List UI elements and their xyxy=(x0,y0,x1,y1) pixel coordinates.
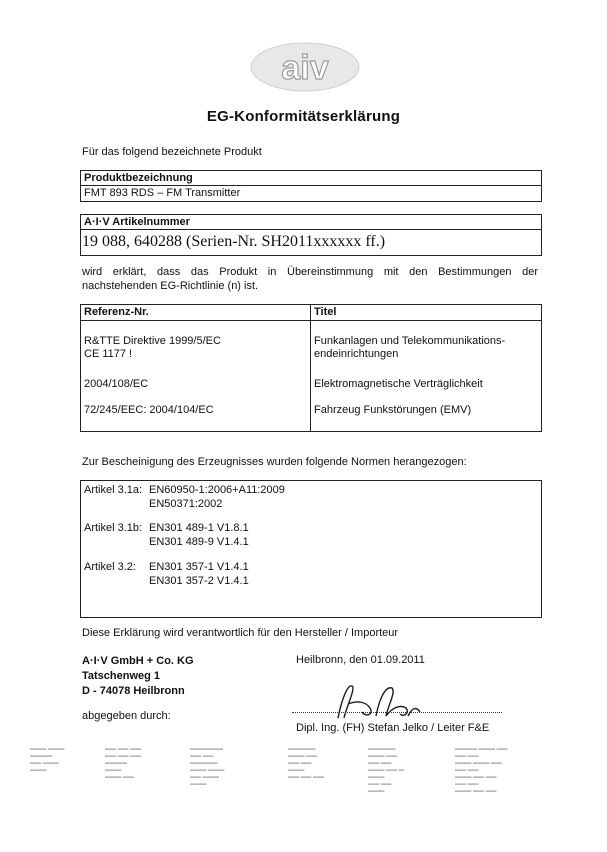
standard: EN50371:2002 xyxy=(149,498,223,510)
product-header: Produktbezeichnung xyxy=(81,171,541,186)
ref-cell: 2004/108/EC xyxy=(84,378,149,390)
footer-column: ▬▬▬ ▬▬▬ ▬▬▬▬ ▬▬ ▬▬▬ ▬▬▬ xyxy=(30,746,65,773)
standard: EN301 357-2 V1.4.1 xyxy=(149,575,249,587)
title-cell: Fahrzeug Funkstörungen (EMV) xyxy=(314,404,472,416)
title-cell: Funkanlagen und Telekommunikations- endeinrichtungen xyxy=(314,335,506,360)
standard: EN301 489-1 V1.8.1 xyxy=(149,522,249,534)
article-value: 19 088, 640288 (Serien-Nr. SH2011xxxxxx ff.) xyxy=(82,233,386,250)
place-date: Heilbronn, den 01.09.2011 xyxy=(296,654,425,666)
company-street: Tatschenweg 1 xyxy=(82,670,161,682)
standard: EN60950-1:2006+A11:2009 xyxy=(149,484,285,496)
product-box xyxy=(80,170,542,202)
product-value: FMT 893 RDS – FM Transmitter xyxy=(84,187,241,199)
signer-name: Dipl. Ing. (FH) Stefan Jelko / Leiter F&E xyxy=(296,722,490,734)
signature-image xyxy=(296,678,446,726)
page-title: EG-Konformitätserklärung xyxy=(206,108,401,125)
reference-table xyxy=(80,304,542,432)
footer-column: ▬▬▬▬▬ ▬▬▬ ▬▬ ▬▬ ▬▬ ▬▬▬ ▬▬ ▬ ▬▬▬ ▬▬ ▬▬ ▬▬▬ xyxy=(368,746,405,794)
declaration-text: wird erklärt, dass das Produkt in Übereinstimmung mit den Bestimmungen der nachstehenden EG-Richtlinie (n) ist. xyxy=(82,266,538,292)
standards-box xyxy=(80,480,542,618)
ref-cell: R&TTE Direktive 1999/5/EC CE 1177 ! xyxy=(84,335,221,360)
company-city: D - 74078 Heilbronn xyxy=(82,685,185,697)
company-name: A·I·V GmbH + Co. KG xyxy=(82,655,194,667)
handed-by-label: abgegeben durch: xyxy=(82,710,171,722)
footer-watermark xyxy=(0,746,607,836)
footer-column: ▬▬▬▬▬ ▬▬▬ ▬▬ ▬▬ ▬▬ ▬▬▬ ▬▬ ▬▬ ▬▬ xyxy=(288,746,325,780)
footer-column: ▬▬▬▬ ▬▬▬ ▬▬ ▬▬ ▬▬ ▬▬▬ ▬▬▬ ▬▬ ▬▬ ▬▬ ▬▬▬ ▬▬ ▬▬ ▬▬ ▬▬ ▬▬▬ ▬▬ ▬▬ xyxy=(455,746,508,794)
standard: EN301 489-9 V1.4.1 xyxy=(149,536,249,548)
article-label: Artikel 3.1b: xyxy=(84,522,143,534)
article-header: A·I·V Artikelnummer xyxy=(81,215,541,230)
signature-line xyxy=(292,712,502,713)
ref-col-header: Referenz-Nr. xyxy=(84,306,149,318)
aiv-logo xyxy=(250,42,360,92)
logo-text: aiv xyxy=(281,49,329,87)
article-label: Artikel 3.1a: xyxy=(84,484,143,496)
article-box xyxy=(80,214,542,256)
company-address xyxy=(82,654,194,699)
standards-intro: Zur Bescheinigung des Erzeugnisses wurden folgende Normen herangezogen: xyxy=(82,456,467,468)
article-label: Artikel 3.2: xyxy=(84,561,136,573)
footer-column: ▬▬ ▬▬ ▬▬ ▬▬ ▬▬ ▬▬ ▬▬▬▬ ▬▬▬ ▬▬▬ ▬▬ xyxy=(105,746,142,780)
footer-column: ▬▬▬▬▬▬ ▬▬ ▬▬ ▬▬▬▬▬ ▬▬▬ ▬▬▬ ▬▬ ▬▬▬ ▬▬▬ xyxy=(190,746,225,787)
title-col-header: Titel xyxy=(314,306,337,318)
standard: EN301 357-1 V1.4.1 xyxy=(149,561,249,573)
title-cell: Elektromagnetische Verträglichkeit xyxy=(314,378,483,390)
ref-cell: 72/245/EEC: 2004/104/EC xyxy=(84,404,214,416)
intro-text: Für das folgend bezeichnete Produkt xyxy=(82,146,262,158)
responsibility-text: Diese Erklärung wird verantwortlich für den Hersteller / Importeur xyxy=(82,627,399,639)
